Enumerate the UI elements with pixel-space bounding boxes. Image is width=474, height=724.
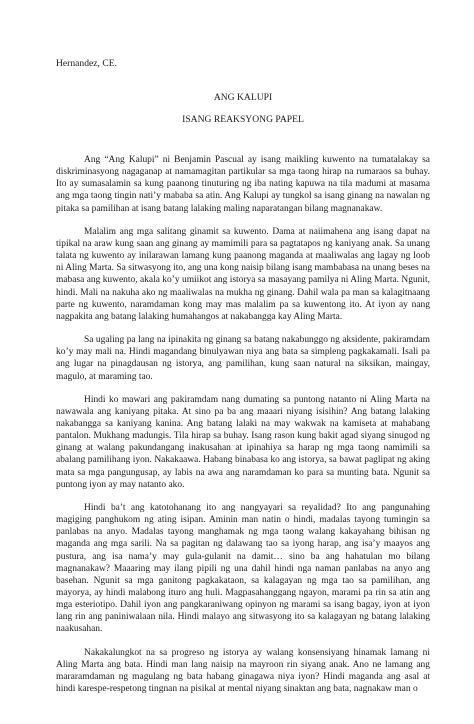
paragraph: Nakakalungkot na sa progreso ng istorya ay walang konsensiyang hinamak lamang ni Aling Marta ang bata. Hindi man lang naisip na mayroon rin siyang anak. Ano ne lamang ang mararamdaman ng magulang ng bata habang ginagawa niya iyon? Hindi maganda ang asal at hindi karespe-respetong tingnan na pisikal at mental niyang sinaktan ang bata, nagnakaw man o — [56, 647, 430, 695]
document-title: ANG KALUPI — [213, 92, 273, 103]
paragraph: Malalim ang mga salitang ginamit sa kuwento. Dama at naiimahena ang isang dapat na tipikal na araw kung saan ang ginang ay mamimili para sa pagtatapos ng kaniyang anak. Sa unang talata ng kuwento ay inilarawan lamang kung paanong maganda at maaliwalas ang lagay ng loob ni Aling Marta. Sa sitwasyong ito, ang una kong naisip bilang isang mambabasa na unang beses na mabasa ang kuwento, akala ko’y umiikot ang istorya sa masayang pamilya ni Aling Marta. Ngunit, hindi. Mali na nakuha ako ng maaliwalas na mukha ng ginang. Dahil wala pa man sa kalagitnaang parte ng kuwento, naramdaman kong may mas malalim pa sa kuwentong ito. At iyon ay nang nagpakita ang batang lalaking humahangos at nakabangga kay Aling Marta. — [56, 226, 430, 322]
paragraph: Sa ugaling pa lang na ipinakita ng ginang sa batang nakabunggo ng aksidente, pakiramdam ko’y may mali na. Hindi magandang binulyawan niya ang bata sa simpleng pagkakamali. Isali pa ang lugar na pinagdausan ng istorya, ang pamilihan, kung saan natural na siksikan, maingay, magulo, at maraming tao. — [56, 335, 430, 382]
paragraph: Hindi ba’t ang katotohanang ito ang nangyayari sa reyalidad? Ito ang pangunahing magiging panghukom ng ating isipan. Aminin man natin o hindi, madalas tayong tumingin sa panlabas na anyo. Madalas tayong manghamak ng mga taong walang kakayahang bihisan ng maganda ang mga sarili. Na sa pagitan ng dalawang tao sa iyong harap, ang isa’y maayos ang pustura, ang isa nama’y may gula-gulanit na damit… sino ba ang hahatulan mo bilang magnanakaw? Maaaring may ilang pipili ng una dahil hindi nga naman panlabas na anyo ang basehan. Ngunit sa mga ganitong pagkakataon, sa kalagayan ng mga tao sa pamilihan, ang mayorya, ay hindi malabong ituro ang huli. Magpasahanggang ngayon, marami pa rin sa atin ang mga esteriotipo. Dahil iyon ang pangkaraniwang opinyon ng marami sa isang bagay, iyon at iyon lang rin ang paniniwalaan nila. Hindi malayo ang sitwasyong ito sa kalagayan ng batang lalaking naakusahan. — [56, 502, 430, 635]
paragraph: Hindi ko mawari ang pakiramdam nang dumating sa puntong natanto ni Aling Marta na nawawala ang kaniyang pitaka. At sino pa ba ang maaari niyang isisihin? Ang batang lalaking nakabangga sa kaniyang kanina. Ang batang lalaki na may wakwak na kamiseta at mahabang pantalon. Mukhang madungis. Tila hirap sa buhay. Isang rason kung bakit agad siyang sinugod ng ginang at walang pakundangang inakusahan at ipinahiya sa harap ng mga taong namimili sa abalang pamilihang iyon. Nakakaawa. Habang binabasa ko ang istorya, sa bawat paglipat ng aking mata sa mga pangungusap, ay labis na awa ang naramdaman ko para sa munting bata. Ngunit sa puntong iyon ay may natanto ako. — [56, 394, 430, 490]
author-name: Hernandez, CE. — [56, 58, 118, 69]
paragraph: Ang “Ang Kalupi” ni Benjamin Pascual ay isang maikling kuwento na tumatalakay sa diskriminasyong nagaganap at namamagitan partikular sa mga taong hirap na rumaraos sa buhay. Ito ay sumasalamin sa kung paanong tinuturing ng iba nating kapuwa na tila madumi at masama ang mga taong tingin nati’y mababa sa atin. Ang Kalupi ay tungkol sa isang ginang na nawalan ng pitaka sa pamilihan at isang batang lalaking maling naparatangan bilang magnanakaw. — [56, 155, 430, 214]
document-subtitle: ISANG REAKSYONG PAPEL — [182, 114, 304, 125]
